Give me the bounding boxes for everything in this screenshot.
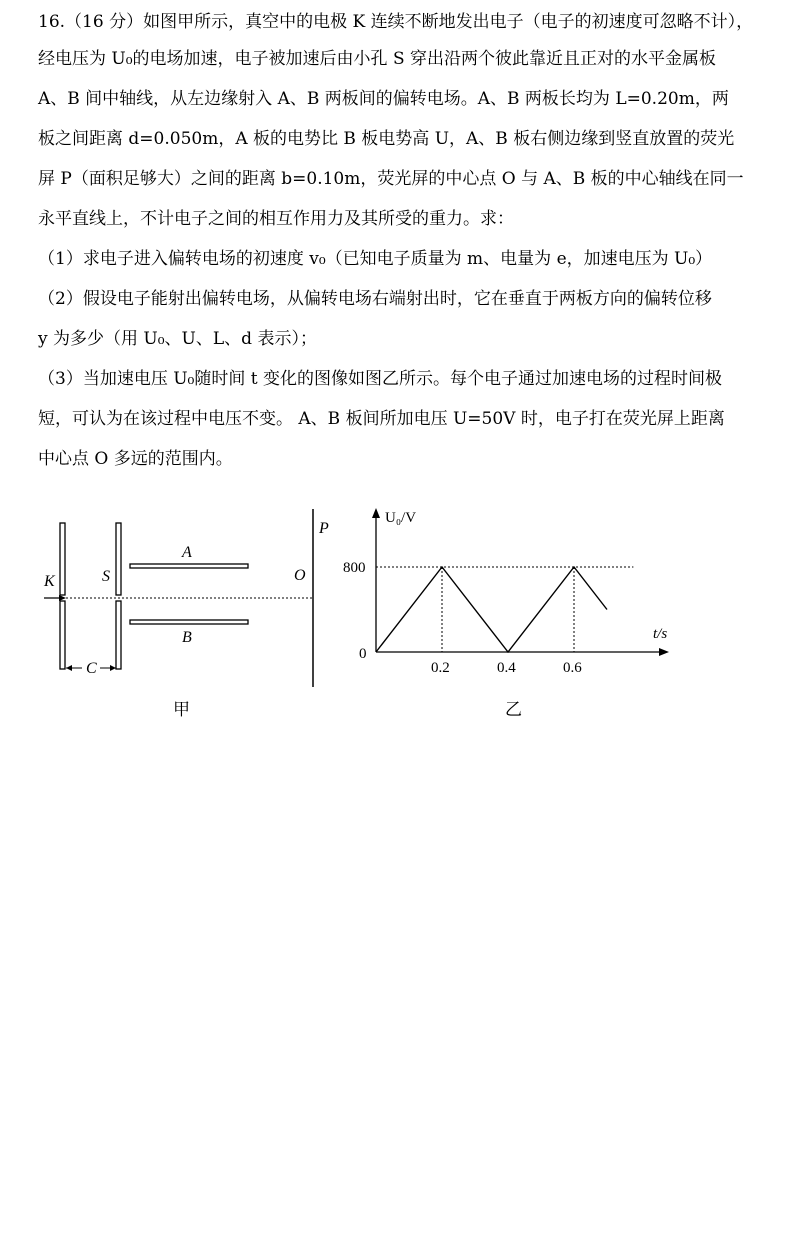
question-3-line-2: 短，可认为在该过程中电压不变。 A、B 板间所加电压 U=50V 时，电子打在荧光屏上距离 — [38, 409, 725, 429]
question-3-line-1: （3）当加速电压 U₀随时间 t 变化的图像如图乙所示。每个电子通过加速电场的过程时间极 — [38, 369, 722, 389]
label-a: A — [182, 544, 192, 561]
caption-yi: 乙 — [505, 700, 522, 720]
electrode-k-upper — [60, 523, 65, 595]
problem-line-1-text: 如图甲所示，真空中的电极 K 连续不断地发出电子（电子的初速度可忽略不计）， — [143, 12, 754, 32]
electrode-k-lower — [60, 601, 65, 669]
y-axis-arrow — [372, 508, 380, 518]
problem-line-2: 经电压为 U₀的电场加速，电子被加速后由小孔 S 穿出沿两个彼此靠近且正对的水平金属板 — [38, 49, 716, 69]
x-tick-label: 0.6 — [563, 660, 582, 676]
problem-points: （16 分） — [65, 12, 144, 32]
problem-line-3: A、B 间中轴线，从左边缘射入 A、B 两板间的偏转电场。A、B 两板长均为 L=0.20m，两 — [38, 89, 729, 109]
origin-label: 0 — [359, 646, 367, 662]
problem-text — [38, 5, 760, 479]
question-1: （1）求电子进入偏转电场的初速度 v₀（已知电子质量为 m、电量为 e，加速电压为 U₀） — [38, 249, 713, 269]
chart-u0-vs-t — [335, 502, 695, 702]
y-axis-label: U₀/V — [385, 510, 417, 526]
question-2-line-1: （2）假设电子能射出偏转电场，从偏转电场右端射出时，它在垂直于两板方向的偏转位移 — [38, 289, 712, 309]
u0-series-line — [376, 567, 607, 652]
plate-b — [130, 620, 248, 624]
x-tick-label: 0.4 — [497, 660, 516, 676]
x-axis-arrow — [659, 648, 669, 656]
label-p: P — [319, 520, 329, 537]
label-b: B — [182, 629, 192, 646]
label-k: K — [44, 573, 55, 590]
y-tick-label: 800 — [343, 560, 366, 576]
caption-jia: 甲 — [173, 700, 190, 720]
problem-number: 16. — [38, 12, 66, 32]
dimension-c-arrow-left — [66, 665, 72, 671]
question-2-line-2: y 为多少（用 U₀、U、L、d 表示）； — [38, 329, 317, 349]
problem-line-6: 永平直线上，不计电子之间的相互作用力及其所受的重力。求： — [38, 209, 514, 229]
x-tick-label: 0.2 — [431, 660, 450, 676]
figure-apparatus — [30, 505, 370, 735]
entry-arrowhead — [59, 595, 66, 601]
problem-line-1 — [38, 5, 760, 39]
plate-a — [130, 564, 248, 568]
label-o: O — [294, 567, 306, 584]
plate-s-lower — [116, 601, 121, 669]
label-c: C — [86, 660, 97, 677]
plate-s-upper — [116, 523, 121, 595]
x-axis-label: t/s — [653, 626, 668, 642]
question-3-line-3: 中心点 O 多远的范围内。 — [38, 449, 233, 469]
dimension-c-arrow-right — [110, 665, 116, 671]
problem-line-5: 屏 P（面积足够大）之间的距离 b=0.10m，荧光屏的中心点 O 与 A、B 板的中心轴线在同一 — [38, 169, 744, 189]
problem-line-4: 板之间距离 d=0.050m，A 板的电势比 B 板电势高 U，A、B 板右侧边缘到竖直放置的荧光 — [38, 129, 735, 149]
label-s: S — [102, 568, 110, 585]
